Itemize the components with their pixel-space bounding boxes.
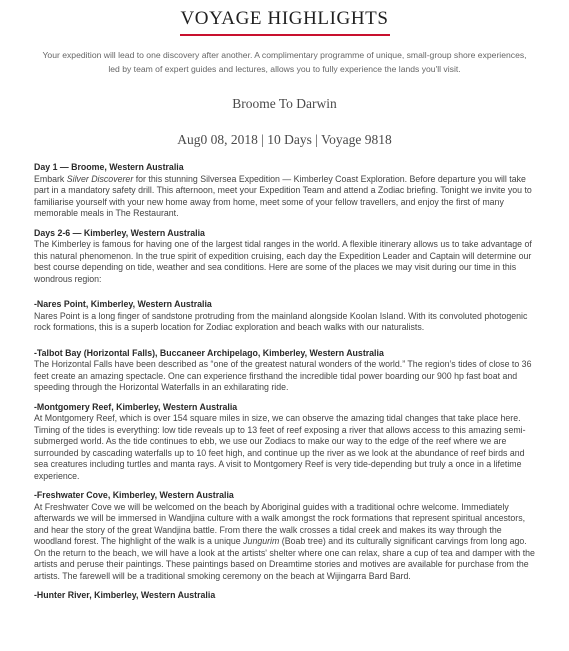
- itinerary-days: [34, 162, 535, 602]
- day-section: [34, 590, 535, 602]
- day-text: for this stunning Silversea Expedition — Kimberley Coast Exploration. Before departure you will take part in a mandatory safety drill. This afternoon, meet your Expedition Team and attend a Zodiac briefing. Tonight we invite you to familiarise yourself with your new home away from home, meet some of your fellow travellers, and enjoy the first of many memorable meals in The Restaurant.: [34, 173, 532, 218]
- day-section: [34, 348, 535, 394]
- voyage-details: Aug0 08, 2018 | 10 Days | Voyage 9818: [177, 132, 392, 147]
- intro-paragraph: Your expedition will lead to one discovery after another. A complimentary programme of unique, small-group shore experiences, led by team of expert guides and lectures, allows you to fully experience the lands you'll visit.: [42, 50, 527, 74]
- day-section: [34, 162, 535, 220]
- day-description: The Horizontal Falls have been described as “one of the greatest natural wonders of the world.” The region’s tides of close to 36 feet create an amazing spectacle. One can experience firsthand the incredible tidal power boarding our 900 hp fast boat and speeding through the Horizontal Waterfalls in an exhilarating ride.: [34, 359, 532, 392]
- day-section: [34, 490, 535, 582]
- day-description: [34, 502, 535, 583]
- day-text: At Freshwater Cove we will be welcomed on the beach by Aboriginal guides with a traditional ochre welcome. Immediately afterwards we will be immersed in Wandjina culture with a walk amongst the rock formations that represent spiritual ancestors, and hear the story of the great Wandjina battle. From there the walk crosses a tidal creek and makes its way through the woodland forest. The highlight of the walk is a unique: [34, 501, 526, 546]
- ship-name: Silver Discoverer: [66, 173, 134, 184]
- day-description: [34, 174, 535, 220]
- day-title: -Talbot Bay (Horizontal Falls), Buccaneer Archipelago, Kimberley, Western Australia: [34, 347, 384, 358]
- day-text: Embark: [34, 173, 67, 184]
- tree-name: Jungurim: [243, 536, 280, 546]
- day-title: Days 2-6 — Kimberley, Western Australia: [34, 227, 205, 238]
- day-title: -Nares Point, Kimberley, Western Australia: [34, 299, 212, 309]
- day-section: [34, 402, 535, 483]
- title-underline: [180, 34, 390, 36]
- day-title: Day 1 — Broome, Western Australia: [34, 162, 184, 172]
- page-header: [34, 0, 535, 76]
- day-description: The Kimberley is famous for having one of the largest tidal ranges in the world. A flexible itinerary allows us to take advantage of this natural phenomenon. In the true spirit of expedition cruising, each day the Expedition Leader and Captain will determine our best course depending on tide, weather and sea conditions. Here are some of the places we may visit during our time in this wondrous region:: [34, 239, 532, 284]
- day-section: [34, 228, 535, 286]
- day-text: (Boab tree) and its culturally significant carvings from long ago. On the return to the beach, we will have a look at the artists' shelter where one can relax, share a cup of tea and damper with the artists and peruse their paintings. These paintings based on Dreamtime stories and motives are available for purchase from the artists. The farewell will be a traditional smoking ceremony on the beach at Wijingarra Bard Bard.: [34, 536, 535, 581]
- day-section: [34, 299, 535, 334]
- day-description: Nares Point is a long finger of sandstone protruding from the mainland alongside Koolan Island. With its convoluted photogenic rock formations, this is a superb location for Zodiac exploration and beach walks with our naturalists.: [34, 310, 528, 332]
- day-title: -Montgomery Reef, Kimberley, Western Australia: [34, 401, 238, 412]
- route-title: Broome To Darwin: [232, 96, 337, 111]
- day-title: -Freshwater Cove, Kimberley, Western Australia: [34, 490, 234, 500]
- day-title: -Hunter River, Kimberley, Western Australia: [34, 590, 216, 600]
- day-description: At Montgomery Reef, which is over 154 square miles in size, we can observe the amazing tidal changes that take place here. Timing of the tides is everything: low tide reveals up to 13 feet of reef exposing a river that allows access to this amazing semi-submerged world. As the tide continues to ebb, we use our Zodiacs to make our way to the edge of the reef where we are surrounded by cascading waterfalls up to 10 feet high, and continue up the river as we look at the abundance of reef birds and sea creatures including turtles and manta rays. A visit to Montgomery Reef is very tide-depending but truly a once in a lifetime experience.: [34, 413, 526, 481]
- page-title: VOYAGE HIGHLIGHTS: [180, 8, 389, 29]
